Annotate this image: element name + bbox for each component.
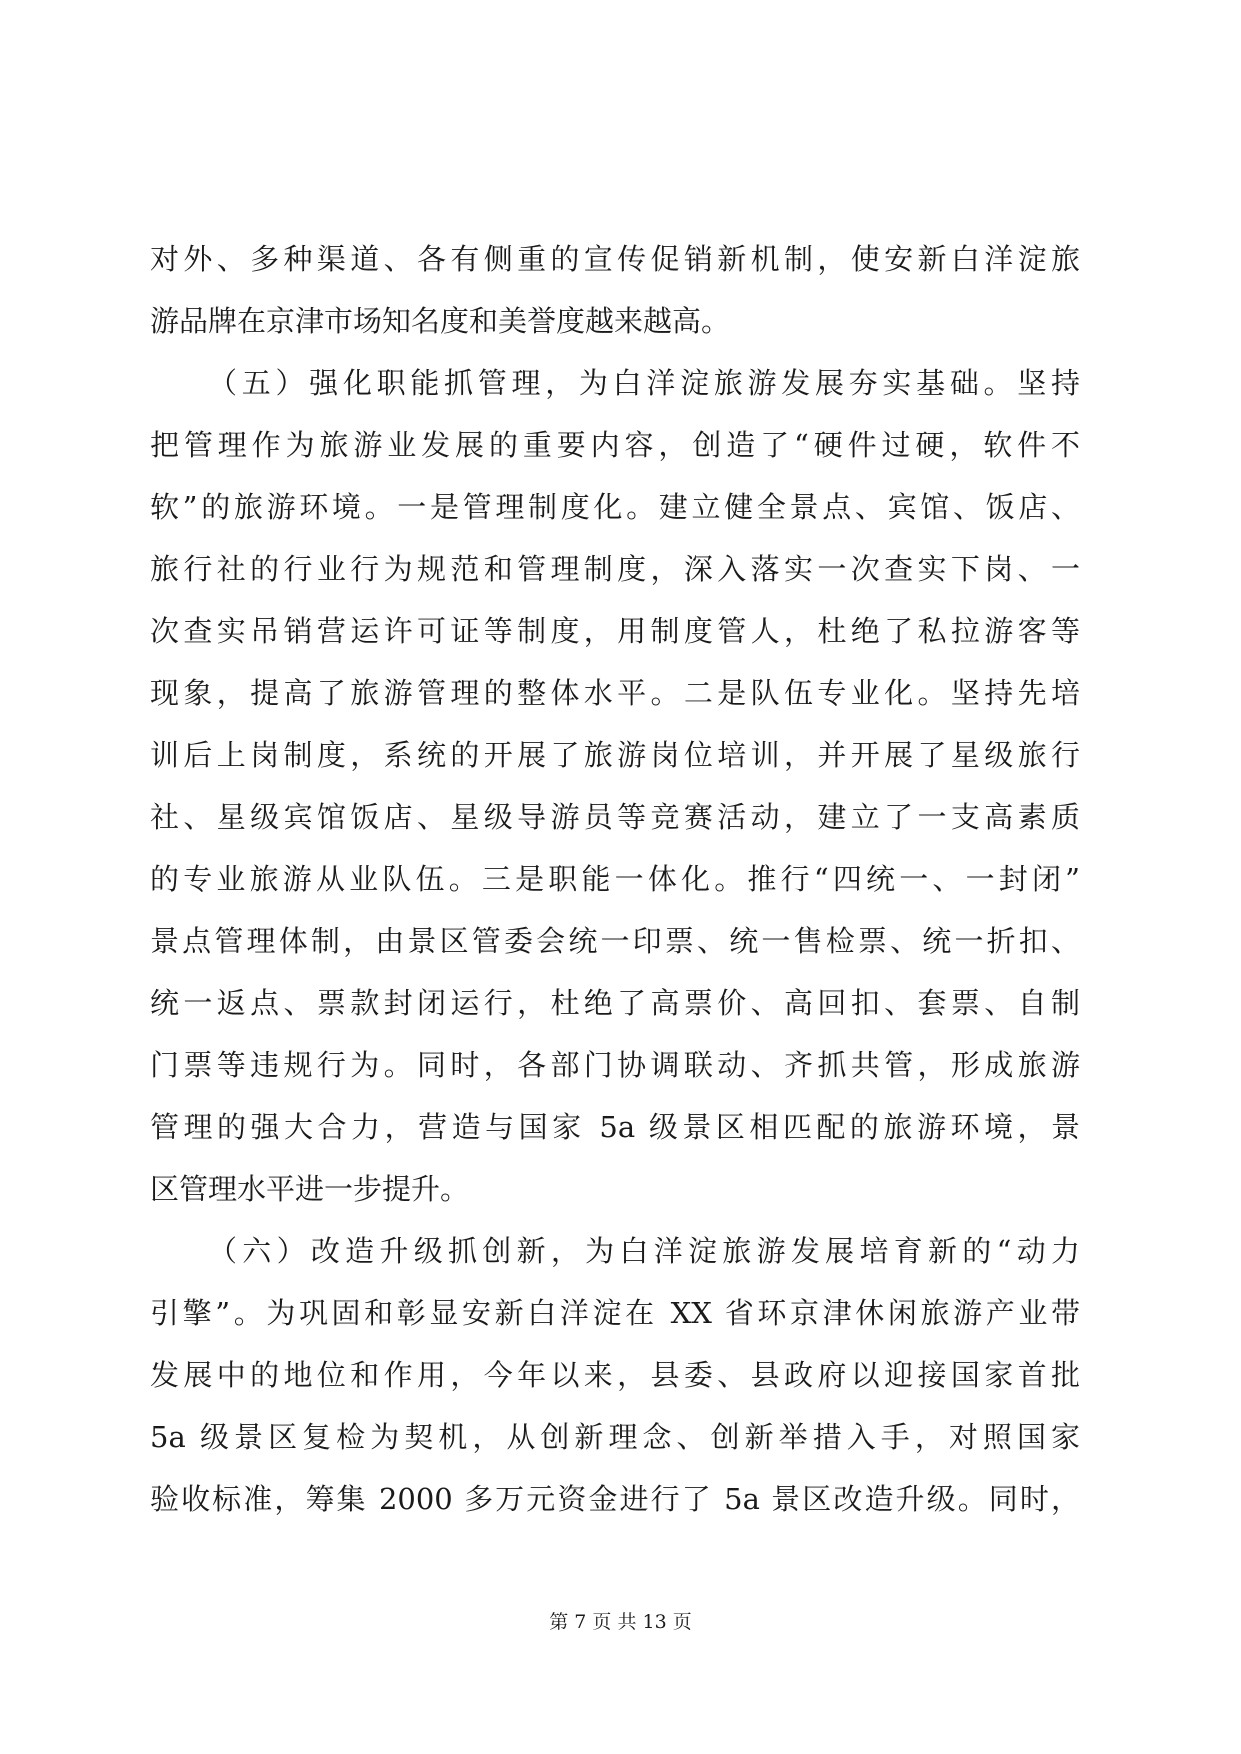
text-line: 统一返点、票款封闭运行，杜绝了高票价、高回扣、套票、自制: [150, 986, 1080, 1020]
text-line: 验收标准，筹集 2000 多万元资金进行了 5a 景区改造升级。同时，: [150, 1482, 1080, 1516]
text-line: 现象，提高了旅游管理的整体水平。二是队伍专业化。坚持先培: [150, 676, 1080, 710]
text-line: 社、星级宾馆饭店、星级导游员等竞赛活动，建立了一支高素质: [150, 800, 1080, 834]
text-line: 游品牌在京津市场知名度和美誉度越来越高。: [150, 304, 731, 338]
text-line: 把管理作为旅游业发展的重要内容，创造了“硬件过硬，软件不: [150, 428, 1080, 462]
text-line: 景点管理体制，由景区管委会统一印票、统一售检票、统一折扣、: [150, 924, 1080, 958]
page-footer: [0, 1610, 1241, 1634]
text-line: 区管理水平进一步提升。: [150, 1172, 470, 1206]
text-line: 旅行社的行业行为规范和管理制度，深入落实一次查实下岗、一: [150, 552, 1080, 586]
text-line: 5a 级景区复检为契机，从创新理念、创新举措入手，对照国家: [150, 1420, 1080, 1454]
section-heading-line: （六）改造升级抓创新，为白洋淀旅游发展培育新的“动力: [208, 1234, 1080, 1268]
text-line: 软”的旅游环境。一是管理制度化。建立健全景点、宾馆、饭店、: [150, 490, 1080, 524]
text-line: 的专业旅游从业队伍。三是职能一体化。推行“四统一、一封闭”: [150, 862, 1080, 896]
text-line: 发展中的地位和作用，今年以来，县委、县政府以迎接国家首批: [150, 1358, 1080, 1392]
text-line: 对外、多种渠道、各有侧重的宣传促销新机制，使安新白洋淀旅: [150, 242, 1080, 276]
body-text: [150, 228, 1080, 1530]
page-number: 第 7 页 共 13 页: [549, 1611, 692, 1633]
text-line: 引擎”。为巩固和彰显安新白洋淀在 XX 省环京津休闲旅游产业带: [150, 1296, 1080, 1330]
text-line: 门票等违规行为。同时，各部门协调联动、齐抓共管，形成旅游: [150, 1048, 1080, 1082]
text-line: 次查实吊销营运许可证等制度，用制度管人，杜绝了私拉游客等: [150, 614, 1080, 648]
section-heading-line: （五）强化职能抓管理，为白洋淀旅游发展夯实基础。坚持: [208, 366, 1080, 400]
text-line: 管理的强大合力，营造与国家 5a 级景区相匹配的旅游环境，景: [150, 1110, 1080, 1144]
text-line: 训后上岗制度，系统的开展了旅游岗位培训，并开展了星级旅行: [150, 738, 1080, 772]
